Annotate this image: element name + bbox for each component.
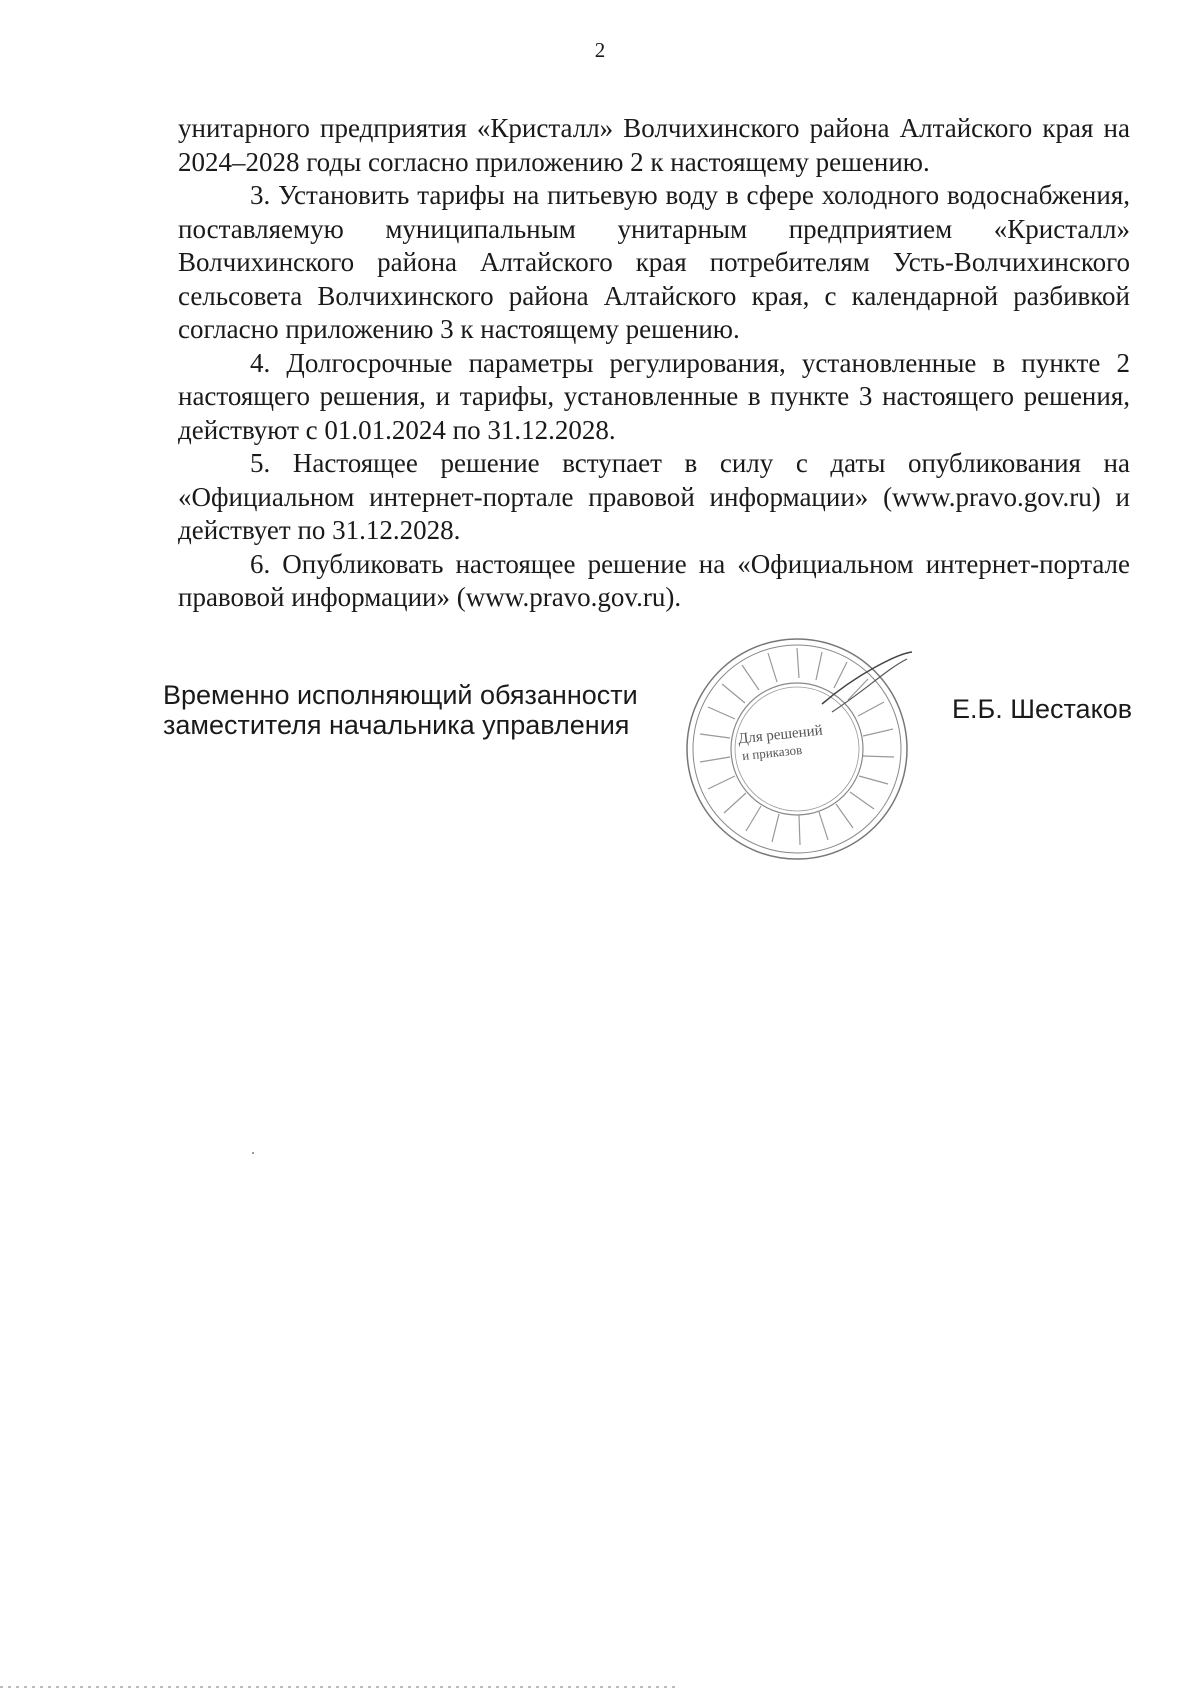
paragraph-continuation: унитарного предприятия «Кристалл» Волчихинского района Алтайского края на 2024–2028 годы согласно приложению 2 к настоящему решению.	[178, 113, 1130, 177]
signatory-position-line1: Временно исполняющий обязанности	[163, 680, 638, 710]
paragraph-item-5: 5. Настоящее решение вступает в силу с даты опубликования на «Официальном интернет-портале правовой информации» (www.pravo.gov.ru) и действует по 31.12.2028.	[178, 448, 1130, 545]
seal-inner-text-2: и приказов	[741, 741, 803, 764]
scan-artifact	[252, 1152, 254, 1154]
seal-inner-text-1: Для решений	[737, 722, 824, 748]
paragraph-item-4: 4. Долгосрочные параметры регулирования, установленные в пункте 2 настоящего решения, и тарифы, установленные в пункте 3 настоящего решения, действуют с 01.01.2024 по 31.12.2028.	[178, 347, 1130, 445]
scan-edge-artifact	[0, 1686, 680, 1688]
document-body	[178, 112, 1130, 615]
page-number: 2	[594, 38, 606, 62]
paragraph-item-6: 6. Опубликовать настоящее решение на «Официальном интернет-портале правовой информации» (www.pravo.gov.ru).	[178, 548, 1130, 612]
paragraph-item-3: 3. Установить тарифы на питьевую воду в сфере холодного водоснабжения, поставляемую муниципальным унитарным предприятием «Кристалл» Волчихинского района Алтайского края потребителям Усть-Волчихинского сельсовета Волчихинского района Алтайского края, с календарной разбивкой согласно приложению 3 к настоящему решению.	[178, 180, 1130, 344]
signatory-position	[163, 680, 638, 740]
signatory-position-line2: заместителя начальника управления	[163, 710, 630, 740]
signatory-name: Е.Б. Шестаков	[952, 694, 1133, 724]
